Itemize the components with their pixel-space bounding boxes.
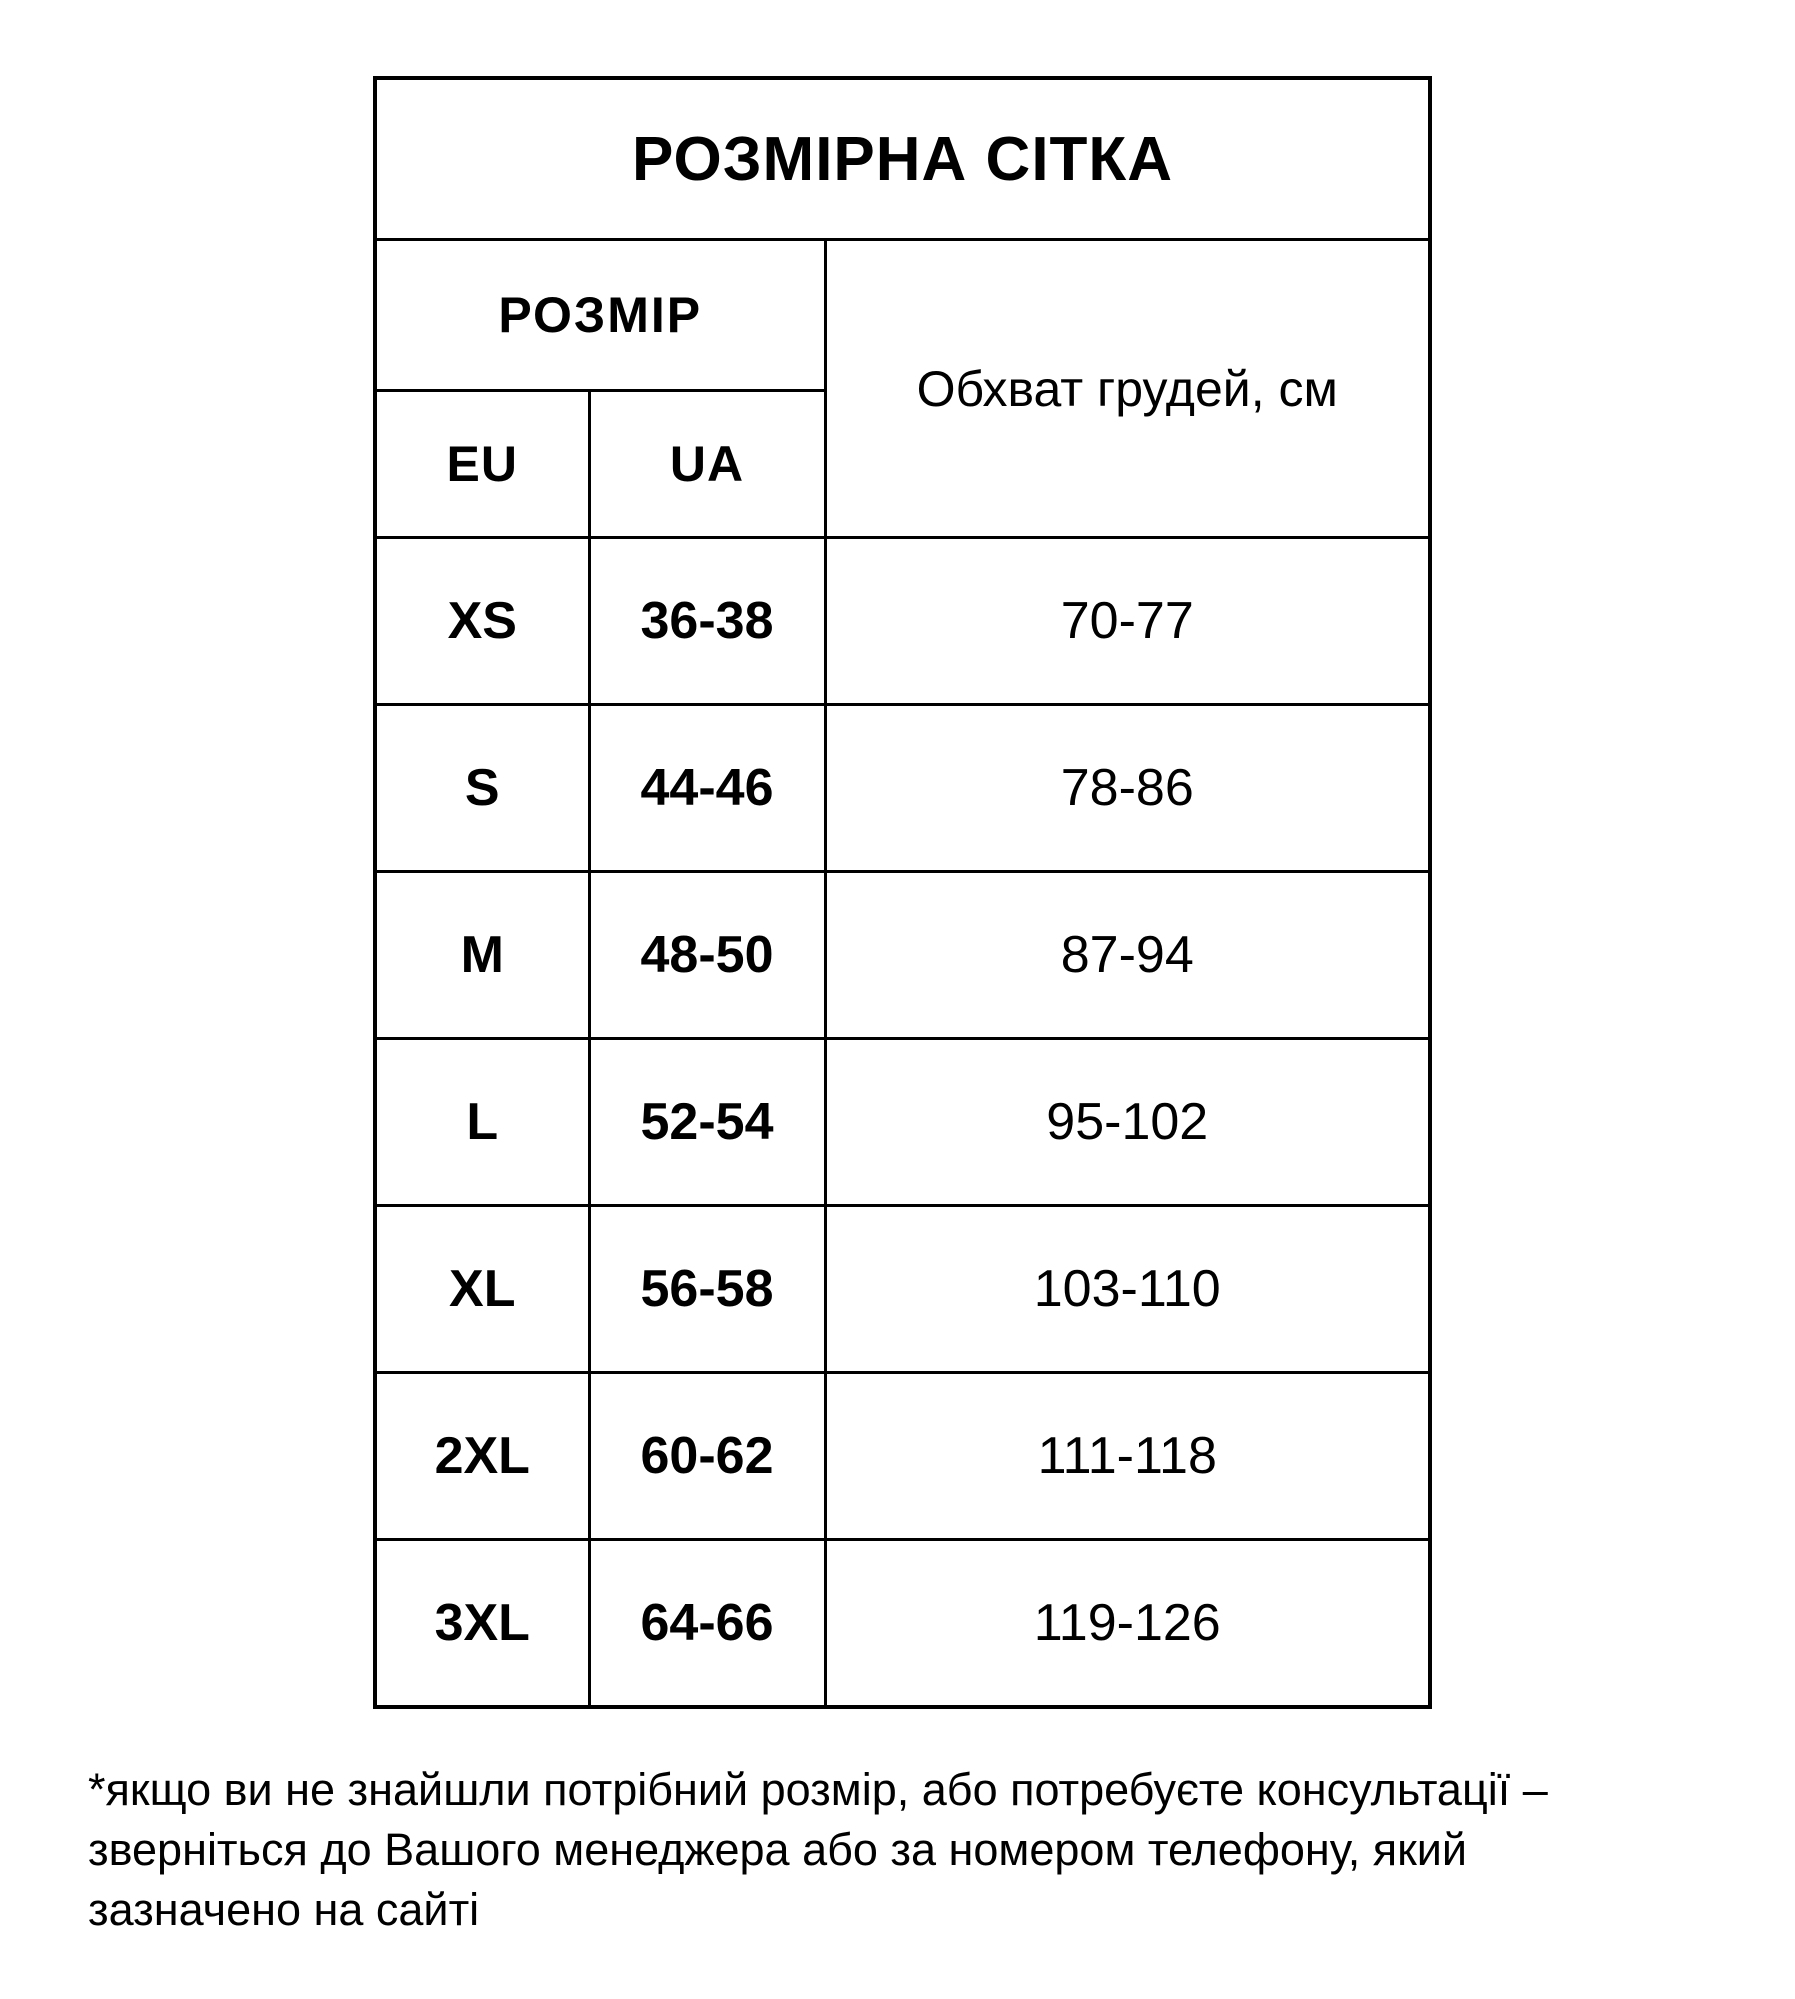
footnote-line: зверніться до Вашого менеджера або за номером телефону, який: [88, 1824, 1468, 1875]
column-header-eu: EU: [375, 391, 589, 538]
table-row-m: [375, 872, 1430, 1039]
footnote-line: *якщо ви не знайшли потрібний розмір, або потребуєте консультації –: [88, 1764, 1548, 1815]
footnote-line: зазначено на сайті: [88, 1884, 480, 1935]
ua-size: 64-66: [589, 1540, 825, 1707]
eu-size: M: [375, 872, 589, 1039]
column-header-ua: UA: [589, 391, 825, 538]
table-row-l: [375, 1039, 1430, 1206]
eu-size: S: [375, 705, 589, 872]
ua-size: 48-50: [589, 872, 825, 1039]
size-header: РОЗМІР: [375, 240, 825, 391]
table-row-2xl: [375, 1373, 1430, 1540]
footnote: [88, 1760, 1768, 1940]
chest-range: 95-102: [825, 1039, 1430, 1206]
chest-range: 111-118: [825, 1373, 1430, 1540]
ua-size: 60-62: [589, 1373, 825, 1540]
eu-size: XL: [375, 1206, 589, 1373]
table-title: РОЗМІРНА СІТКА: [375, 78, 1430, 240]
ua-size: 36-38: [589, 538, 825, 705]
size-table: [373, 76, 1432, 1709]
eu-size: 3XL: [375, 1540, 589, 1707]
header-row-1: [375, 240, 1430, 391]
table-row-s: [375, 705, 1430, 872]
ua-size: 52-54: [589, 1039, 825, 1206]
title-row: [375, 78, 1430, 240]
ua-size: 44-46: [589, 705, 825, 872]
eu-size: L: [375, 1039, 589, 1206]
chest-range: 70-77: [825, 538, 1430, 705]
table-row-xs: [375, 538, 1430, 705]
chest-range: 87-94: [825, 872, 1430, 1039]
chest-header: Обхват грудей, см: [825, 240, 1430, 538]
chest-range: 119-126: [825, 1540, 1430, 1707]
chest-range: 78-86: [825, 705, 1430, 872]
chest-range: 103-110: [825, 1206, 1430, 1373]
table-row-xl: [375, 1206, 1430, 1373]
eu-size: 2XL: [375, 1373, 589, 1540]
eu-size: XS: [375, 538, 589, 705]
table-row-3xl: [375, 1540, 1430, 1707]
ua-size: 56-58: [589, 1206, 825, 1373]
